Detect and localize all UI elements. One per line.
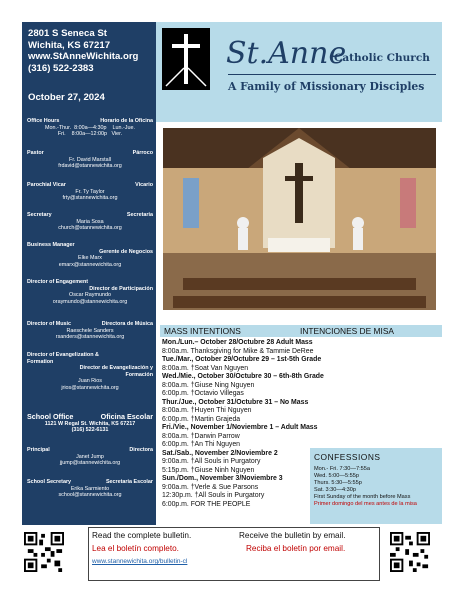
mass-intention-item: 8:00a.m. Thanksgiving for Mike & Tammie DeRee — [162, 347, 314, 355]
mass-intentions-header: MASS INTENTIONS INTENCIONES DE MISA — [160, 325, 442, 337]
cross-logo-icon — [162, 28, 210, 90]
email-bulletin-text-es: Reciba el boletín por email. — [246, 544, 346, 553]
business-email[interactable]: emarx@stannewichita.org — [58, 261, 122, 268]
mass-intention-item: 8:00a.m. †Soat Van Nguyen — [162, 364, 249, 372]
bulletin-date: October 27, 2024 — [28, 92, 105, 103]
confessions-title: CONFESSIONS — [314, 452, 381, 462]
phone: (316) 522-2383 — [28, 62, 94, 74]
church-name: Catholic Church — [334, 52, 430, 64]
qr-code-right-icon[interactable] — [390, 532, 430, 572]
secretary-block: Secretary Secretaria Maria Sosa church@stannewichita.org — [27, 212, 153, 232]
music-block: Director of Music Directora de Música Raeschele Sanders rsanders@stannewichita.org — [27, 321, 153, 341]
church-interior-photo — [163, 128, 436, 310]
mass-day-heading: Fri./Vie., November 1/Noviembre 1 – Adult Mass — [162, 424, 318, 431]
mass-intention-item: 6:00p.m. †Octavio Villegas — [162, 390, 244, 397]
mass-intention-item: 12:30p.m. †All Souls in Purgatory — [162, 492, 265, 499]
mass-intention-item: 6:00p.m. †An Thi Nguyen — [162, 441, 241, 448]
city: Wichita, KS 67217 — [28, 39, 111, 51]
mass-intention-item: 8:00a.m. †Huyen Thi Nguyen — [162, 407, 252, 414]
mass-intention-item: 8:00a.m. †Darwin Parrow — [162, 432, 240, 440]
bulletin-link[interactable]: www.stannewichita.org/bulletin-cl — [92, 558, 188, 565]
website-link[interactable]: www.StAnneWichita.org — [28, 51, 139, 62]
pastor-email[interactable]: frdavid@stannewichita.org — [58, 163, 122, 170]
principal-email[interactable]: jjump@stannewichita.org — [59, 460, 121, 467]
music-email[interactable]: rsanders@stannewichita.org — [55, 334, 125, 341]
school-block: School Office Oficina Escolar 1121 W Regal St. Wichita, KS 67217 (316) 522-6131 — [27, 412, 153, 434]
school-secretary-email[interactable]: school@stannewichita.org — [58, 492, 122, 499]
mass-intention-item: 6:00p.m. FOR THE PEOPLE — [162, 500, 251, 508]
business-block: Business Manager Gerente de Negocios Elke Marx emarx@stannewichita.org — [27, 242, 153, 268]
mass-day-heading: Thur./Jue., October 31/Octubre 31 – No Mass — [162, 398, 309, 406]
mass-intention-item: 9:00a.m. †All Souls in Purgatory — [162, 458, 261, 465]
engagement-email[interactable]: oraymundo@stannewichita.org — [52, 298, 128, 305]
pastor-block: Pastor Párroco Fr. David Marstall frdavid@stannewichita.org — [27, 150, 153, 170]
read-bulletin-text: Read the complete bulletin. — [92, 531, 192, 540]
brand-wordmark: St.Anne — [226, 36, 347, 71]
mass-intention-item: 5:15p.m. †Giuse Ninh Nguyen — [162, 466, 255, 474]
mass-intention-item: 9:00a.m. †Verle & Sue Parsons — [162, 483, 259, 491]
confessions-box — [310, 448, 442, 524]
masthead — [156, 22, 442, 122]
mass-intention-item: 6:00p.m. †Martin Grajeda — [162, 415, 241, 423]
contact-sidebar — [22, 22, 156, 525]
read-bulletin-text-es: Lea el boletín completo. — [92, 544, 179, 553]
bulletin-footer — [88, 527, 380, 581]
parish-address — [28, 28, 138, 74]
evangelization-block: Director of Evangelization & Formation Director de Evangelización y Formación Juan Rios jrios@stannewichita.org — [27, 352, 153, 391]
secretary-email[interactable]: church@stannewichita.org — [58, 225, 122, 232]
divider — [228, 74, 436, 75]
mass-day-heading: Mon./Lun.– October 28/Octubre 28 Adult Mass — [162, 339, 313, 346]
school-secretary-block: School Secretary Secretaria Escolar Erika Sarmiento school@stannewichita.org — [27, 479, 153, 499]
confessions-times: Mon.- Fri. 7:30—7:55a Wed. 5:00—5:55p Thurs. 5:30—5:55p Sat. 3:30—4:30p First Sunday of the month before Mass Primer domingo del mes antes de la misa — [314, 466, 417, 507]
engagement-block: Director of Engagement Director de Participación Oscar Raymundo oraymundo@stannewichita.org — [27, 279, 153, 305]
vicar-email[interactable]: frty@stannewichita.org — [62, 195, 118, 202]
vicar-block: Parochial Vicar Vicario Fr. Ty Taylor frty@stannewichita.org — [27, 182, 153, 202]
mass-day-heading: Sun./Dom., November 3/Noviembre 3 — [162, 475, 283, 482]
office-hours: Office Hours Horario de la Oficina Mon.-Thur. 8:00a—4:30p Lun.-Jue. Fri. 8:00a—12:00p Vier. — [27, 118, 153, 138]
mass-day-heading: Tue./Mar., October 29/Octubre 29 – 1st-5th Grade — [162, 356, 322, 363]
mass-intention-item: 8:00a.m. †Giuse Ning Nguyen — [162, 381, 255, 389]
qr-code-left-icon[interactable] — [24, 532, 64, 572]
tagline: A Family of Missionary Disciples — [228, 80, 425, 93]
evangelization-email[interactable]: jrios@stannewichita.org — [61, 384, 119, 391]
mass-day-heading: Wed./Mie., October 30/Octubre 30 – 6th-8th Grade — [162, 373, 324, 380]
mass-day-heading: Sat./Sab., November 2/Noviembre 2 — [162, 449, 278, 457]
email-bulletin-text: Receive the bulletin by email. — [239, 531, 346, 540]
street: 2801 S Seneca St — [28, 28, 107, 39]
principal-block: Principal Directora Janet Jump jjump@stannewichita.org — [27, 447, 153, 467]
